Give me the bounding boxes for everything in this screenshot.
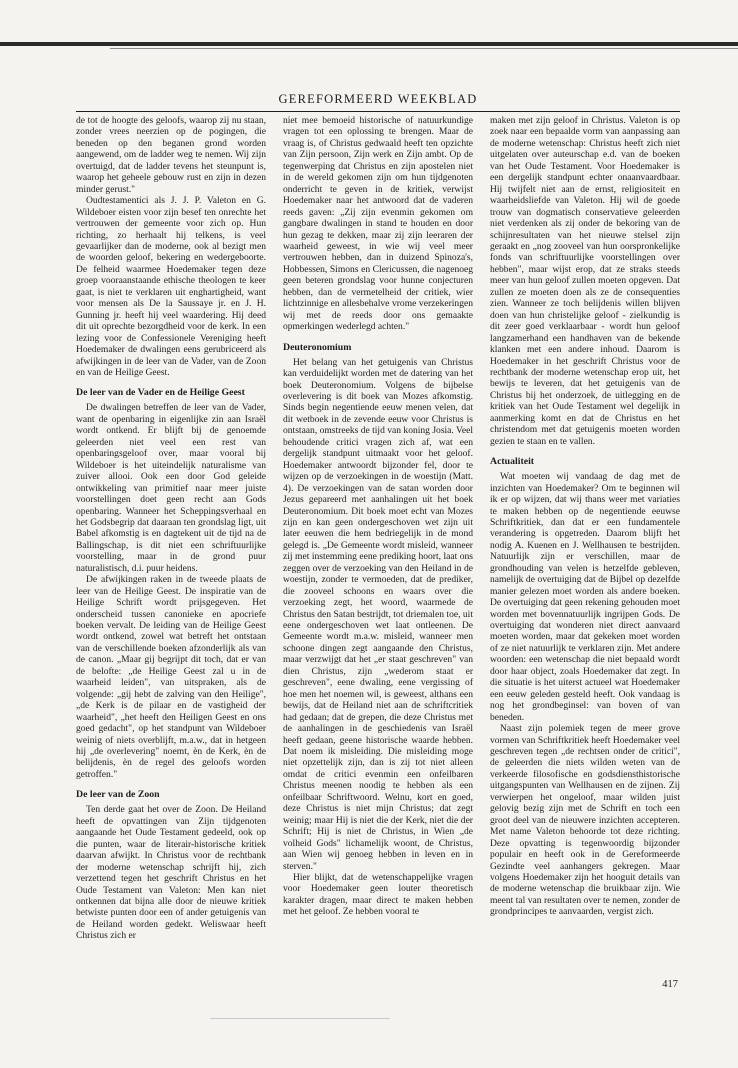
text-column-2 [283, 115, 473, 918]
text-column-3 [490, 115, 680, 918]
journal-title: GEREFORMEERD WEEKBLAD [278, 92, 478, 106]
paragraph: Hier blijkt, dat de wetenschappelijke vragen voor Hoedemaker geen louter theoretisch karakter dragen, maar direct te maken hebben met het geloof. Ze hebben vooral te [283, 872, 473, 918]
paragraph: Naast zijn polemiek tegen de meer grove vormen van Schriftkritiek heeft Hoedemaker veel geschreven tegen „de rechtsen onder de critici", de geleerden die niets wilden weten van de verkeerde filosofische en godsdiensthistorische uitgangspunten van Wellhausen en de zijnen. Zij verwierpen het ongeloof, maar wilden juist gelovig bezig zijn met de Schrift en toch een groot deel van de nieuwere inzichten accepteren. Met name Valeton behoorde tot deze richting. Deze opvatting is tegenwoordig bijzonder populair en heeft ook in de Gereformeerde Gezindte veel aanhangers gekregen. Maar volgens Hoedemaker zijn het hooguit details van de moderne wetenschap die bruikbaar zijn. Wie meent tal van resultaten over te nemen, zonder de grondprincipes te aanvaarden, vergist zich. [490, 723, 680, 918]
paragraph: Wat moeten wij vandaag de dag met de inzichten van Hoedemaker? Om te beginnen wil ik er op wijzen, dat wij thans weer met variaties te maken hebben op de negentiende eeuwse Schriftkritiek, dan dat er een fundamentele verandering is opgetreden. Daarom blijft het nodig A. Kuenen en J. Wellhausen te bestrijden. Natuurlijk zijn er verschillen, maar de grondhouding van velen is hetzelfde gebleven, namelijk de overtuiging dat de Bijbel op dezelfde manier gelezen moet worden als andere boeken. De overtuiging dat geen rekening gehouden moet worden met bovennatuurlijk ingrijpen Gods. De overtuiging dat wonderen niet direct aanvaard moeten worden, maar dat gekeken moet worden of ze niet natuurlijk te verklaren zijn. Met andere woorden: een wetenschap die niet bepaald wordt door haar object, zoals Hoedemaker dat zegt. In die situatie is het uiterst actueel wat Hoedemaker een eeuw geleden gesteld heeft. Ook vandaag is nog het grondbeginsel: van boven of van beneden. [490, 471, 680, 723]
header-divider [76, 111, 680, 112]
scan-top-rule [0, 42, 738, 46]
scan-top-rule-thin [110, 48, 738, 49]
page-number: 417 [662, 979, 678, 990]
section-heading: Actualiteit [490, 456, 535, 468]
section-heading: De leer van de Vader en de Heilige Geest [76, 387, 245, 399]
paragraph: De dwalingen betreffen de leer van de Vader, want de openbaring in eigenlijke zin aan Israël wordt ontkend. Er blijft bij de genoemde geleerden niet veel een rest van openbaringsgeloof over, maar vooral bij Wildeboer is het uiteindelijk naturalisme van zuiver allooi. Ook een door God geleide ontwikkeling van primitief naar meer juiste voorstellingen doet geen recht aan Gods openbaring. Wanneer het Scheppingsverhaal en het Godsbegrip dat daaraan ten grondslag ligt, uit Babel afkomstig is en dagtekent uit de tijd na de Ballingschap, is dit niet een schriftuurlijke voorstelling, maar in de grond puur naturalistisch, d.i. puur heidens. [76, 402, 266, 574]
paragraph: Ten derde gaat het over de Zoon. De Heiland heeft de opvattingen van Zijn tijdgenoten aangaande het Oude Testament gedeeld, ook op die punten, waar de literair-historische kritiek daarvan afwijkt. In Christus voor de rechtbank der moderne wetenschap schrijft hij, zich verzettend tegen het geschrift Christus en het Oude Testament van Valeton: Men kan niet ontkennen dat bijna alle door de nieuwe kritiek betwiste punten door een of ander getuigenis van de Heiland worden gedekt. Weliswaar heeft Christus zich er [76, 804, 266, 942]
paragraph: Het belang van het getuigenis van Christus kan verduidelijkt worden met de datering van het boek Deuteronomium. Volgens de bijbelse overlevering is dit boek van Mozes afkomstig. Sinds begin negentiende eeuw menen velen, dat dit wetboek in de zevende eeuw voor Christus is ontstaan, omstreeks de tijd van koning Josia. Veel behoudende critici vragen zich af, wat een dergelijk standpunt uitmaakt voor het geloof. Hoedemaker antwoordt bijzonder fel, door te wijzen op de verzoekingen in de woestijn (Matt. 4). De verzoekingen van de satan worden door Jezus gepareerd met aanhalingen uit het boek Deuteronomium. Dit boek moet echt van Mozes zijn en kan geen ondergeschoven wet zijn uit later eeuwen die hem bedriegelijk in de mond gelegd is. „De Gemeente wordt misleid, wanneer zij met instemming eene prediking hoort, laat ons zeggen over de verzoeking van den Heiland in de woestijn, zonder te vermoeden, dat de prediker, die zooveel schoons en waars over die verzoeking zegt, het woord, waarmede de Christus den Satan bestrijdt, tot driemalen toe, uit eene ondergeschoven wet laat ontleenen. De Gemeente wordt m.a.w. misleid, wanneer men schoone dingen zegt aangaande den Christus, maar verzwijgt dat het „er staat geschreven" van dien Christus, zijn „wederom staat er geschreven", eene dwaling, eene vergissing of hoe men het noemen wil, is geweest, althans een bewijs, dat de Heiland niet aan de schriftcritiek had gedaan; dat de grepen, die deze Christus met de aanhalingen in de geschiedenis van Israël heeft gedaan, geene historische waarde hebben. Dat noem ik misleiding. Die misleiding moge niet opzettelijk zijn, dan is zij tot niet alleen omdat de critici evenmin een onfeilbaren Christus meenen noodig te hebben als een onfeilbaar Schriftwoord. Welnu, kort en goed, deze Christus is niet mijn Christus; dat zegt weinig; maar Hij is niet die der Kerk, niet die der Schrift; Hij is niet de Christus, in Wien „de volheid Gods" lichamelijk woont, de Christus, aan Wien wij genoeg hebben in leven en in sterven." [283, 356, 473, 872]
paragraph: De afwijkingen raken in de tweede plaats de leer van de Heilige Geest. De inspiratie van de Heilige Schrift wordt prijsgegeven. Het onderscheid tussen canonieke en apocriefe boeken vervalt. De leiding van de Heilige Geest wordt ontkend, zowel wat betreft het ontstaan van de verschillende boeken afzonderlijk als van de canon. „Maar gij begrijpt dit toch, dat er van de belofte: „de Heilige Geest zal u in de waarheid leiden", van uitspraken, als de volgende: „gij hebt de zalving van den Heilige", „de Kerk is de pilaar en de vastigheid der waarheid", „het heeft den Heiligen Geest en ons goed gedacht", op het standpunt van Wildeboer weinig of niets overblijft, m.a.w., dat in hetgeen hij „de overlevering" noemt, èn de Kerk, èn de belijdenis, èn de regel des geloofs worden getroffen." [76, 574, 266, 780]
text-column-1 [76, 115, 266, 942]
section-heading: De leer van de Zoon [76, 789, 160, 801]
section-heading: Deuteronomium [283, 341, 352, 353]
scan-bottom-mark [210, 1018, 390, 1019]
running-header [76, 92, 680, 110]
paragraph: Oudtestamentici als J. J. P. Valeton en G. Wildeboer eisten voor zijn besef ten onrechte het vertrouwen der gemeente voor zich op. Hun richting, zo herhaalt hij telkens, is veel gevaarlijker dan de moderne, ook al bezigt men de woorden geloof, bekering en wedergeboorte. De felheid waarmee Hoedemaker tegen deze groep vooraanstaande ethische theologen te keer gaat, is niet te verklaren uit enghartigheid, want voor mensen als De la Saussaye jr. en J. H. Gunning jr. heeft hij veel waardering. Hij deed dit uit oprechte bezorgdheid voor de kerk. In een lezing voor de Confessionele Vereniging heeft Hoedemaker de dwalingen eens gerubriceerd als afwijkingen in de leer van de Vader, van de Zoon en van de Heilige Geest. [76, 195, 266, 378]
paragraph: niet mee bemoeid historische of natuurkundige vragen tot een oplossing te brengen. Maar de vraag is, of Christus gedwaald heeft ten opzichte van Zijn persoon, Zijn werk en Zijn ambt. Op de tegenwerping dat Christus en zijn apostelen niet in de wereld gekomen zijn om hun tijdgenoten onderricht te geven in de kritiek, verwijst Hoedemaker naar het antwoord dat de vaderen reeds gaven: „Zij zijn evenmin gekomen om gangbare dwalingen in stand te houden en door hun gezag te dekken, maar zij zijn leeraren der waarheid geweest, in wie wij veel meer vertrouwen hebben, dan in duizend Spinoza's, Hobbessen, Simons en Clericussen, die nagenoeg geen beteren grondslag voor hunne conjecturen hebben, dan de vermetelheid der critiek, wier lichtzinnige en allesbehalve vrome verzekeringen wij met de reeds door ons gemaakte opmerkingen wederlegd achten." [283, 115, 473, 333]
paragraph: maken met zijn geloof in Christus. Valeton is op zoek naar een bepaalde vorm van aanpassing aan de moderne wetenschap: Christus heeft zich niet uitgelaten over auteurschap e.d. van de boeken van het Oude Testament. Voor Hoedemaker is een dergelijk standpunt echter onaanvaardbaar. Hij twijfelt niet aan de ernst, religiositeit en waarheidsliefde van Valeton. Hij wil de goede trouw van dogmatisch conservatieve geleerden niet verdenken als zij onder de bekoring van de schijnresultaten van het nieuwe stelsel zijn geraakt en „nog zooveel van hun oorspronkelijke fonds van schriftuurlijke voorstellingen over hebben", maar wijst erop, dat ze straks steeds meer van hun geloof zullen moeten opgeven. Dat zullen ze moeten doen als ze de consequenties zien. Wanneer ze toch belijdenis willen blijven doen van hun christelijke geloof - zielkundig is dit zeer goed verklaarbaar - wordt hun geloof langzamerhand een handhaven van de bekende klanken met een andere inhoud. Daarom is Hoedemaker in het geschrift Christus voor de rechtbank der moderne wetenschap erop uit, het bewijs te leveren, dat het getuigenis van de Christus bij het onderzoek, de uitlegging en de kritiek van het Oude Testament wel degelijk in aanmerking komt en dat de Christus en het christendom met dat getuigenis moeten worden gezien te staan en te vallen. [490, 115, 680, 447]
paragraph: de tot de hoogte des geloofs, waarop zij nu staan, zonder vrees neerzien op de pogingen, die beneden op den beganen grond worden aangewend, om de ladder weg te nemen. Wij zijn overtuigd, dat de ladder tevens het steunpunt is, waarop het geheele gebouw rust en zijn in dezen minder gerust." [76, 115, 266, 195]
